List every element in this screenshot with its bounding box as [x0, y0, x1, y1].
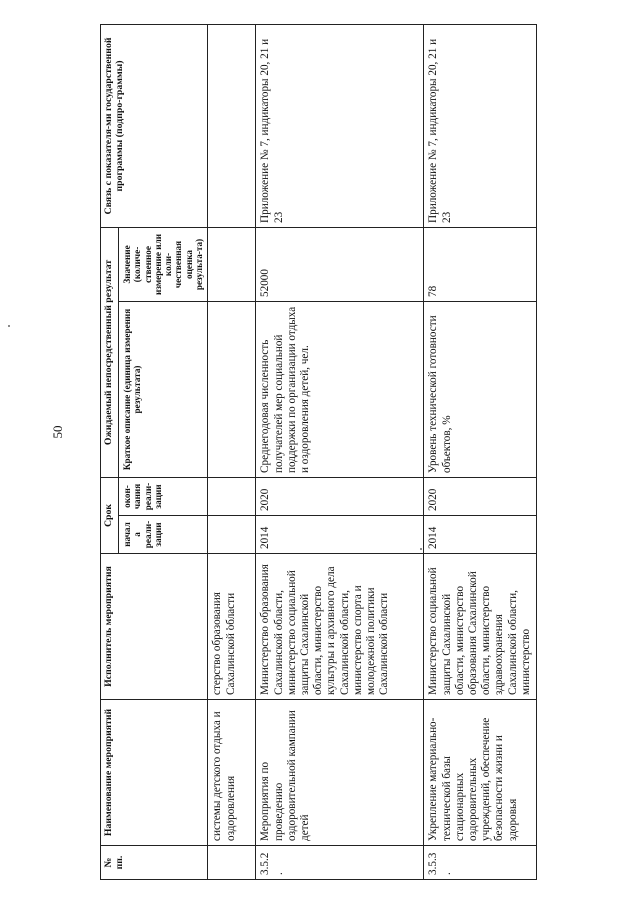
cell-desc: Среднегодовая численность получателей мер социальной поддержки по организации отдыха и оздоровления детей, чел.	[256, 301, 424, 477]
measures-table	[100, 24, 537, 880]
cell-end: 2020	[424, 477, 537, 515]
col-link-header: Связь с показателя-ми государственной программы (подпро-граммы)	[101, 24, 208, 227]
col-num-header: № пп.	[101, 846, 208, 880]
col-term-header: Срок	[101, 477, 119, 553]
cell-executor: Министерство социальной защиты Сахалинской области, министерство образования Сахалинской области, министерство здравоохранения Сахалинской области, министерство	[424, 554, 537, 700]
col-name-header: Наименование мероприятий	[101, 700, 208, 846]
col-start-header: начала реали-зации	[118, 516, 207, 554]
cell-start: 2014	[424, 516, 537, 554]
cell-end	[208, 477, 256, 515]
col-expected-header: Ожидаемый непосредственный результат	[101, 227, 119, 477]
rotated-table-wrapper	[100, 25, 530, 880]
table-row	[424, 24, 537, 879]
cell-num: 3.5.2.	[256, 846, 424, 880]
cell-value: 52000	[256, 227, 424, 301]
cell-executor: стерство образования Сахалинской области	[208, 554, 256, 700]
page-number: 50	[50, 425, 65, 439]
scan-speck	[8, 325, 10, 327]
col-end-header: окон-чания реали-зации	[118, 477, 207, 515]
document-sheet	[100, 25, 530, 880]
cell-end: 2020	[256, 477, 424, 515]
cell-value	[208, 227, 256, 301]
cell-desc	[208, 301, 256, 477]
cell-executor: Министерство образования Сахалинской области, министерство социальной защиты Сахалинской области, министерство культуры и архивного дела Сахалинской области, министерство спорта и молодежной политики Сахалинской области	[256, 554, 424, 700]
cell-name: системы детского отдыха и оздоровления	[208, 700, 256, 846]
header-row-1	[101, 24, 119, 879]
cell-name: Мероприятия по проведению оздоровительной кампании детей	[256, 700, 424, 846]
cell-num: 3.5.3.	[424, 846, 537, 880]
cell-start	[208, 516, 256, 554]
cell-link: Приложение № 7, индикаторы 20, 21 и 23	[256, 24, 424, 227]
col-value-header: Значение (количе-ственное измерение или коли-чественная оценка результа-та)	[118, 227, 207, 301]
cell-name: Укрепление материально-технической базы стационарных оздоровительных учреждений, обеспечение безопасности жизни и здоровья	[424, 700, 537, 846]
cell-desc: Уровень технической готовности объектов, %	[424, 301, 537, 477]
table-row	[256, 24, 424, 879]
cell-value: 78	[424, 227, 537, 301]
cell-num	[208, 846, 256, 880]
cell-start: 2014	[256, 516, 424, 554]
table-row	[208, 24, 256, 879]
cell-link	[208, 24, 256, 227]
col-executor-header: Исполнитель мероприятия	[101, 554, 208, 700]
cell-link: Приложение № 7, индикаторы 20, 21 и 23	[424, 24, 537, 227]
col-desc-header: Краткое описание (единица измерения результата)	[118, 301, 207, 477]
